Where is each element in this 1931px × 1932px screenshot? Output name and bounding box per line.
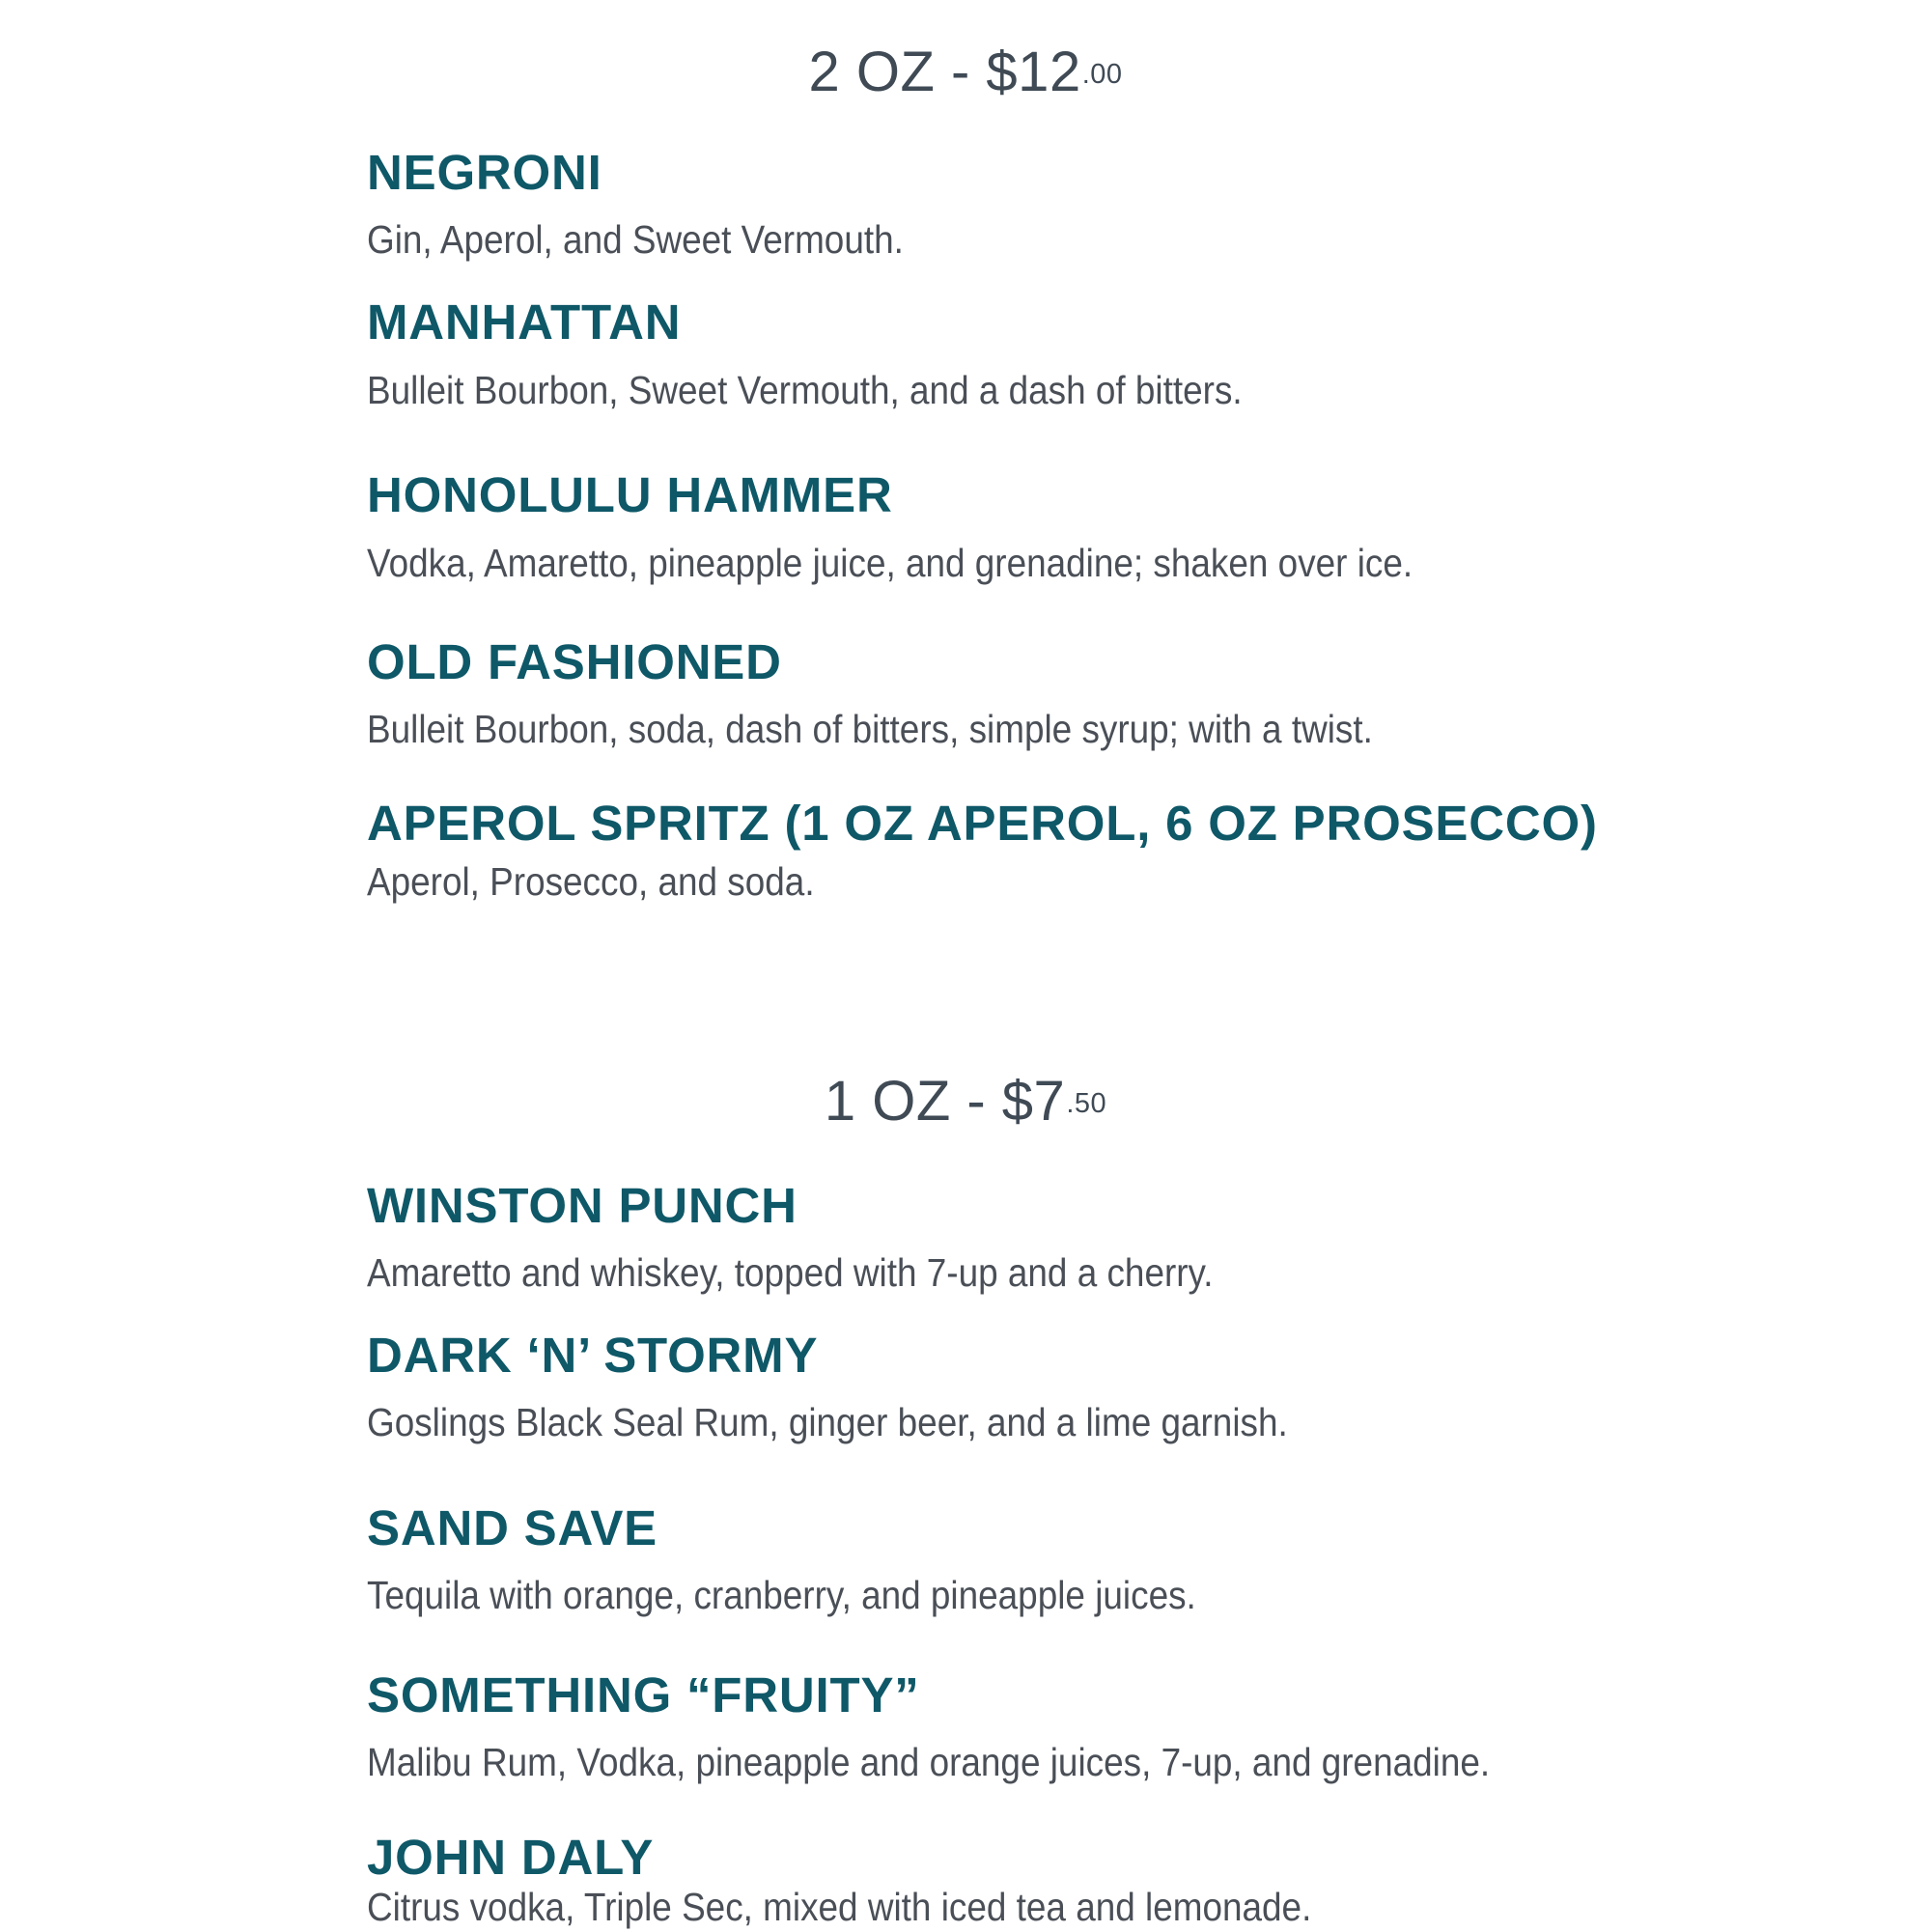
drink-description-something-fruity: Malibu Rum, Vodka, pineapple and orange juices, 7-up, and grenadine. [367, 1740, 1491, 1784]
price-header-2oz [0, 39, 1931, 106]
drink-description-dark-n-stormy: Goslings Black Seal Rum, ginger beer, and a lime garnish. [367, 1400, 1288, 1444]
drink-name-winston-punch: WINSTON PUNCH [367, 1178, 798, 1233]
drink-description-honolulu-hammer: Vodka, Amaretto, pineapple juice, and grenadine; shaken over ice. [367, 541, 1413, 585]
drink-description-manhattan: Bulleit Bourbon, Sweet Vermouth, and a dash of bitters. [367, 368, 1243, 412]
drink-name-sand-save: SAND SAVE [367, 1500, 658, 1555]
drink-description-negroni: Gin, Aperol, and Sweet Vermouth. [367, 217, 904, 262]
drink-name-aperol-spritz: APEROL SPRITZ (1 OZ APEROL, 6 OZ PROSECCO) [367, 796, 1598, 851]
price-cents: .50 [1066, 1088, 1107, 1119]
price-main: 2 OZ - $12 [808, 41, 1081, 103]
drink-name-old-fashioned: OLD FASHIONED [367, 634, 782, 689]
drink-name-honolulu-hammer: HONOLULU HAMMER [367, 467, 893, 522]
price-header-1oz [0, 1068, 1931, 1135]
drink-description-old-fashioned: Bulleit Bourbon, soda, dash of bitters, simple syrup; with a twist. [367, 707, 1373, 751]
drink-name-something-fruity: SOMETHING “FRUITY” [367, 1667, 920, 1722]
drink-name-dark-n-stormy: DARK ‘N’ STORMY [367, 1328, 819, 1383]
drink-name-negroni: NEGRONI [367, 145, 602, 200]
drink-description-aperol-spritz: Aperol, Prosecco, and soda. [367, 859, 815, 904]
price-main: 1 OZ - $7 [824, 1070, 1066, 1133]
drink-description-john-daly: Citrus vodka, Triple Sec, mixed with iced tea and lemonade. [367, 1885, 1312, 1929]
drink-name-john-daly: JOHN DALY [367, 1830, 655, 1885]
drink-description-sand-save: Tequila with orange, cranberry, and pineapple juices. [367, 1573, 1196, 1617]
drink-name-manhattan: MANHATTAN [367, 294, 682, 350]
price-cents: .00 [1081, 59, 1123, 90]
drink-description-winston-punch: Amaretto and whiskey, topped with 7-up and a cherry. [367, 1250, 1214, 1295]
